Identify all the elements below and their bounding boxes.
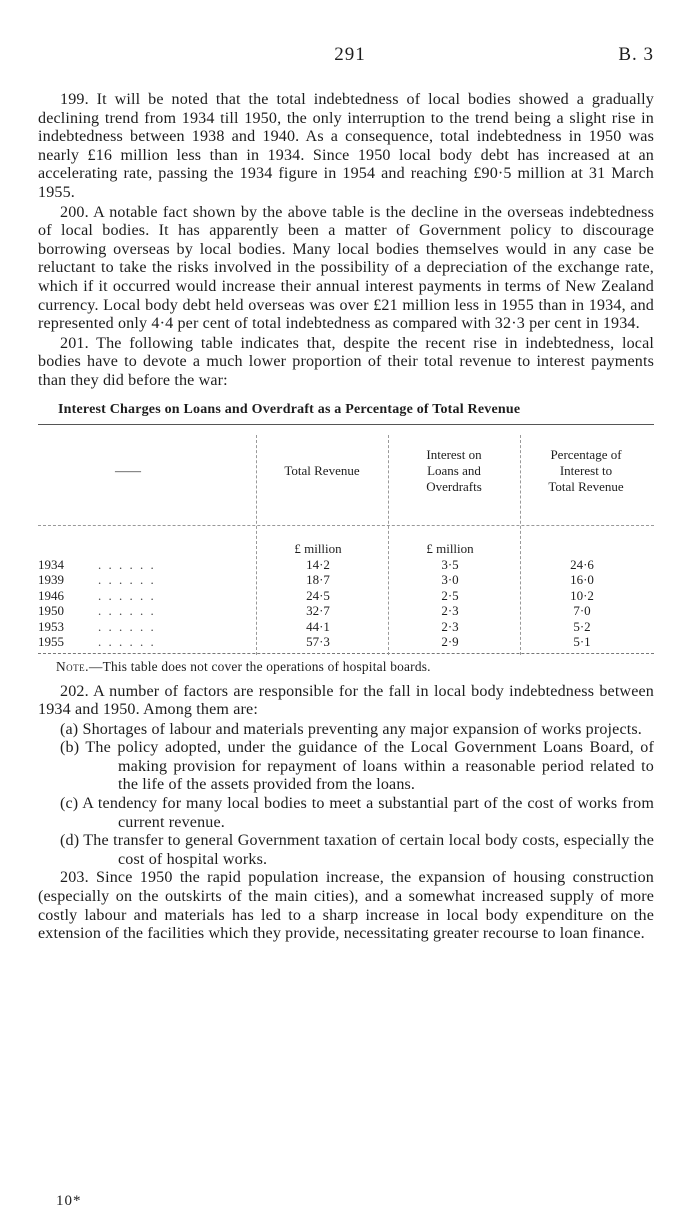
cell-interest: 2·9 — [441, 634, 459, 649]
leader-dots: . . . . . . — [98, 556, 156, 572]
col-header-line: Loans and — [427, 462, 481, 478]
col-header-line: Total Revenue — [548, 478, 624, 494]
leader-dots: . . . . . . — [98, 634, 156, 649]
paragraph-201: 201. The following table indicates that, despite the recent rise in indebtedness, local bodies have to devote a much lower proportion of their total revenue to interest payments than they did before the war: — [38, 334, 654, 389]
cell-percentage: 5·1 — [573, 634, 591, 649]
cell-interest: 3·5 — [441, 556, 459, 572]
cell-revenue: 44·1 — [306, 618, 330, 634]
leader-dots: . . . . . . — [98, 603, 156, 618]
table-note — [56, 659, 654, 675]
table-row — [38, 588, 654, 604]
document-reference: B. 3 — [618, 44, 654, 65]
table-bottom-rule — [38, 653, 654, 654]
col-header-line: Overdrafts — [426, 478, 482, 494]
col-header-line: Percentage of — [550, 446, 622, 462]
units-interest: £ million — [426, 540, 474, 556]
cell-percentage: 10·2 — [570, 587, 594, 603]
leader-dots: . . . . . . — [98, 587, 156, 603]
note-text: —This table does not cover the operations of hospital boards. — [89, 658, 431, 674]
leader-dots: . . . . . . — [98, 618, 156, 634]
cell-revenue: 18·7 — [306, 572, 330, 587]
table-row — [38, 634, 654, 650]
cell-year: 1934 — [38, 556, 64, 572]
page-body — [38, 91, 654, 945]
col-header-year: —— — [115, 462, 141, 478]
list-item-d: (d) The transfer to general Government taxation of certain local body costs, especially the cost of hospital works. — [60, 832, 654, 868]
paragraph-199: 199. It will be noted that the total indebtedness of local bodies showed a gradually declining trend from 1934 till 1950, the only interruption to the trend being a slight rise in indebtedness between 1938 and 1940. As a consequence, total indebtedness in 1950 was nearly £16 million less than in 1934. Since 1950 local body debt has increased at an accelerating rate, passing the 1934 figure in 1954 and reaching £90·5 million at 31 March 1955. — [38, 91, 654, 201]
units-row — [38, 541, 654, 557]
leader-dots: . . . . . . — [98, 572, 156, 587]
col-header-line: Interest to — [559, 462, 613, 478]
cell-interest: 2·3 — [441, 603, 459, 618]
cell-interest: 2·3 — [441, 618, 459, 634]
header-divider — [38, 525, 654, 526]
table-row — [38, 572, 654, 588]
footer-mark: 10* — [56, 1193, 82, 1209]
paragraph-200: 200. A notable fact shown by the above table is the decline in the overseas indebtedness of local bodies. It has apparently been a matter of Government policy to discourage borrowing overseas by local bodies. Many local bodies themselves would in any case be reluctant to take the risks involved in the possibility of a depreciation of the exchange rate, which if it occurred would increase their annual interest payments in terms of New Zealand currency. Local body debt held overseas was over £21 million less in 1955 than in 1934, and represented only 4·4 per cent of total indebtedness as compared with 32·3 per cent in 1934. — [38, 203, 654, 333]
list-item-c: (c) A tendency for many local bodies to meet a substantial part of the cost of works from current revenue. — [60, 795, 654, 831]
table-row — [38, 603, 654, 619]
list-item-b: (b) The policy adopted, under the guidance of the Local Government Loans Board, of making provision for repayment of loans within a reasonable period related to the life of the assets provided from the loans. — [60, 739, 654, 794]
paragraph-203: 203. Since 1950 the rapid population increase, the expansion of housing construction (especially on the outskirts of the main cities), and a somewhat increased supply of more costly labour and materials has led to a sharp increase in local body expenditure on the extension of the facilities which they provide, necessitating greater recourse to loan finance. — [38, 869, 654, 943]
cell-year: 1955 — [38, 634, 64, 649]
page-number: 291 — [334, 44, 366, 65]
cell-year: 1953 — [38, 618, 64, 634]
paragraph-202: 202. A number of factors are responsible for the fall in local body indebtedness between 1934 and 1950. Among them are: — [38, 682, 654, 719]
col-header-total-revenue: Total Revenue — [284, 462, 360, 478]
cell-year: 1939 — [38, 572, 64, 587]
cell-percentage: 24·6 — [570, 556, 594, 572]
table-row — [38, 619, 654, 635]
table-row — [38, 557, 654, 573]
col-header-interest — [392, 447, 516, 495]
cell-percentage: 16·0 — [570, 572, 594, 587]
cell-revenue: 32·7 — [306, 603, 330, 618]
cell-year: 1946 — [38, 587, 64, 603]
cell-revenue: 24·5 — [306, 587, 330, 603]
list-item-a: (a) Shortages of labour and materials preventing any major expansion of works projects. — [60, 720, 642, 738]
col-header-line: Interest on — [426, 446, 482, 462]
table-title: Interest Charges on Loans and Overdraft as a Percentage of Total Revenue — [58, 401, 521, 417]
cell-revenue: 14·2 — [306, 556, 330, 572]
note-label: Note. — [56, 658, 90, 674]
units-total-revenue: £ million — [294, 540, 342, 556]
cell-percentage: 7·0 — [573, 603, 591, 618]
cell-interest: 2·5 — [441, 587, 459, 603]
col-header-percentage — [524, 447, 648, 495]
cell-percentage: 5·2 — [573, 618, 591, 634]
table-body — [38, 557, 654, 650]
interest-table — [38, 425, 654, 653]
cell-interest: 3·0 — [441, 572, 459, 587]
cell-revenue: 57·3 — [306, 634, 330, 649]
cell-year: 1950 — [38, 603, 64, 618]
